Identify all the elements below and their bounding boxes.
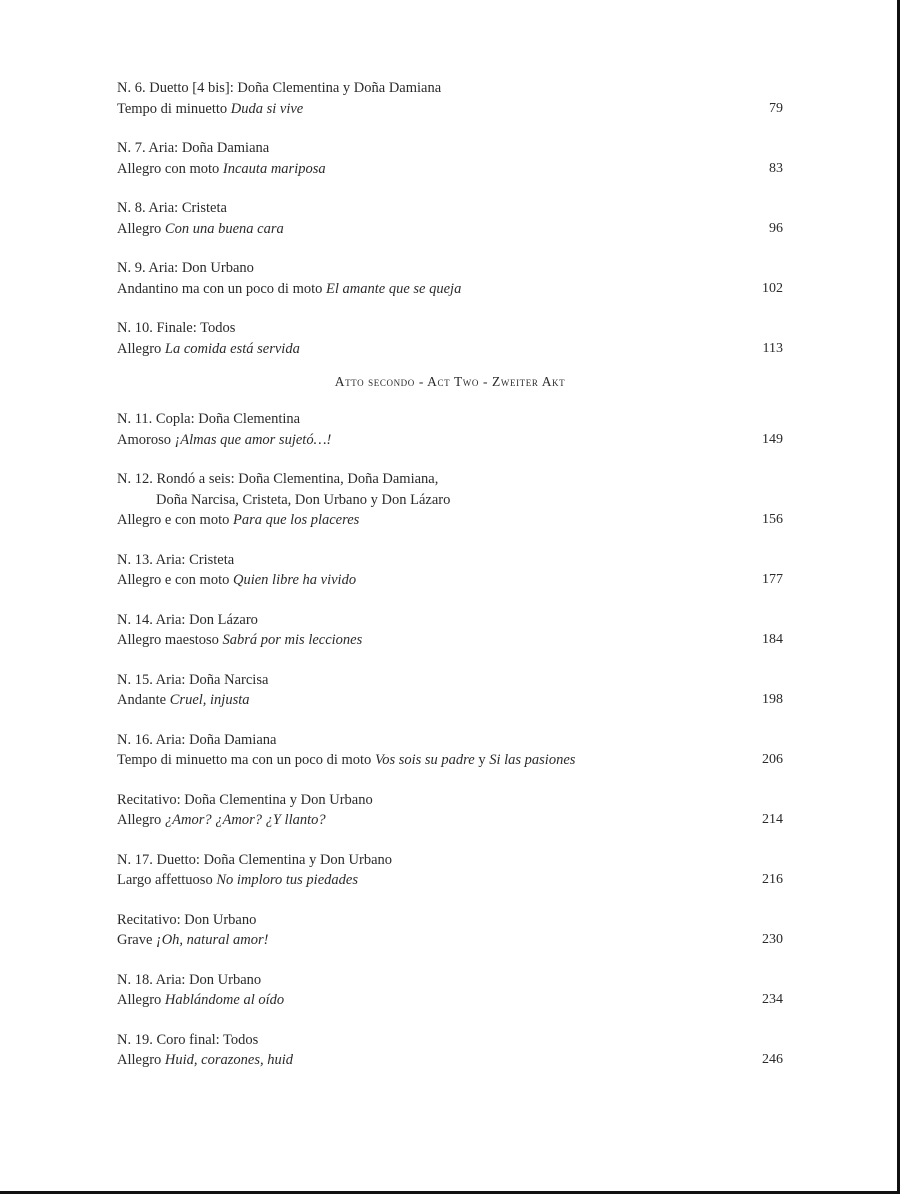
entry-title: N. 18. Aria: Don Urbano <box>117 971 262 988</box>
entry-title: N. 16. Aria: Doña Damiana <box>117 731 277 748</box>
toc-entry-n16 <box>117 730 783 771</box>
entry-page-number: 214 <box>762 812 783 827</box>
entry-title: N. 12. Rondó a seis: Doña Clementina, Doña Damiana, <box>117 471 439 487</box>
toc-entry-recitativo-1 <box>117 790 783 831</box>
entry-title: N. 8. Aria: Cristeta <box>117 200 227 216</box>
entry-page-number: 156 <box>762 512 783 527</box>
entry-incipit: Vos sois su padre <box>374 752 475 768</box>
entry-tempo: Allegro maestoso <box>117 632 219 648</box>
entry-title: N. 14. Aria: Don Lázaro <box>117 611 258 628</box>
act-two-heading-text: Atto secondo - Act Two - Zweiter Akt <box>334 374 566 389</box>
entry-page-number: 198 <box>762 692 783 707</box>
entry-incipit: Hablándome al oído <box>164 992 285 1008</box>
entry-title: N. 6. Duetto [4 bis]: Doña Clementina y Doña Damiana <box>117 80 442 96</box>
entry-incipit: Huid, corazones, huid <box>164 1052 294 1068</box>
entry-tempo: Allegro e con moto <box>117 512 230 528</box>
entry-joiner: y <box>478 752 486 768</box>
entry-incipit-second: Si las pasiones <box>489 752 576 768</box>
toc-entry-n19 <box>117 1030 783 1071</box>
entry-title: N. 19. Coro final: Todos <box>117 1031 259 1048</box>
entry-title: N. 17. Duetto: Doña Clementina y Don Urbano <box>117 851 393 868</box>
toc-entry-n8 <box>117 198 783 239</box>
table-of-contents <box>117 78 783 1090</box>
entry-title: Recitativo: Doña Clementina y Don Urbano <box>117 791 373 808</box>
entry-subtitle <box>117 510 783 531</box>
entry-subtitle <box>117 339 783 360</box>
entry-page-number: 234 <box>762 992 783 1007</box>
entry-incipit: Con una buena cara <box>164 220 284 237</box>
entry-title: N. 10. Finale: Todos <box>117 320 236 336</box>
entry-tempo: Allegro e con moto <box>117 572 230 588</box>
entry-subtitle <box>117 159 783 180</box>
entry-page-number: 96 <box>769 220 783 236</box>
toc-entry-n9 <box>117 258 783 299</box>
entry-incipit: El amante que se queja <box>326 280 462 297</box>
entry-subtitle <box>117 690 783 711</box>
entry-page-number: 83 <box>769 160 783 176</box>
entry-incipit: Sabrá por mis lecciones <box>222 632 363 648</box>
toc-entry-n15 <box>117 670 783 711</box>
entry-tempo: Tempo di minuetto <box>117 100 228 117</box>
toc-entry-n12 <box>117 469 783 531</box>
entry-page-number: 177 <box>762 572 783 587</box>
entry-tempo: Allegro <box>117 992 162 1008</box>
entry-incipit: Cruel, injusta <box>169 692 250 708</box>
entry-subtitle <box>117 930 783 951</box>
entry-incipit: Para que los placeres <box>232 512 360 528</box>
entry-incipit: La comida está servida <box>164 340 300 357</box>
act-two-heading <box>117 372 783 392</box>
entry-tempo: Tempo di minuetto ma con un poco di moto <box>117 752 372 768</box>
entry-tempo: Allegro <box>117 220 162 237</box>
entry-subtitle <box>117 990 783 1011</box>
entry-subtitle <box>117 1050 783 1071</box>
toc-entry-n6 <box>117 78 783 119</box>
entry-page-number: 246 <box>762 1052 783 1067</box>
entry-subtitle <box>117 630 783 651</box>
entry-tempo: Grave <box>117 932 153 948</box>
entry-page-number: 216 <box>762 872 783 887</box>
toc-entry-n13 <box>117 550 783 591</box>
toc-entry-recitativo-2 <box>117 910 783 951</box>
entry-page-number: 113 <box>762 340 783 356</box>
entry-title: N. 9. Aria: Don Urbano <box>117 260 254 276</box>
entry-page-number: 102 <box>762 280 783 296</box>
toc-entry-n11 <box>117 409 783 450</box>
toc-entry-n17 <box>117 850 783 891</box>
entry-subtitle <box>117 219 783 240</box>
entry-tempo: Allegro <box>117 1052 162 1068</box>
entry-tempo: Largo affettuoso <box>117 872 213 888</box>
entry-incipit: Quien libre ha vivido <box>232 572 357 588</box>
entry-subtitle <box>117 570 783 591</box>
entry-incipit: No imploro tus piedades <box>216 872 358 888</box>
entry-subtitle <box>117 430 783 451</box>
entry-incipit: ¡Almas que amor sujetó…! <box>174 431 332 448</box>
entry-subtitle <box>117 99 783 120</box>
entry-title: Recitativo: Don Urbano <box>117 911 257 928</box>
entry-subtitle <box>117 750 783 771</box>
entry-title: N. 13. Aria: Cristeta <box>117 551 235 568</box>
toc-entry-n7 <box>117 138 783 179</box>
entry-tempo: Andantino ma con un poco di moto <box>117 280 323 297</box>
entry-tempo: Allegro <box>117 340 162 357</box>
entry-page-number: 184 <box>762 632 783 647</box>
entry-incipit: Duda si vive <box>230 100 304 117</box>
entry-page-number: 79 <box>769 100 783 116</box>
entry-subtitle <box>117 810 783 831</box>
entry-tempo: Allegro con moto <box>117 160 220 177</box>
entry-title: N. 7. Aria: Doña Damiana <box>117 140 270 156</box>
entry-incipit: ¡Oh, natural amor! <box>156 932 269 948</box>
entry-incipit: Incauta mariposa <box>222 160 326 177</box>
entry-tempo: Allegro <box>117 812 162 828</box>
entry-tempo: Andante <box>117 692 167 708</box>
entry-page-number: 230 <box>762 932 783 947</box>
entry-page-number: 206 <box>762 752 783 767</box>
entry-tempo: Amoroso <box>117 431 171 448</box>
toc-entry-n10 <box>117 318 783 359</box>
entry-title-continuation: Doña Narcisa, Cristeta, Don Urbano y Don Lázaro <box>156 491 451 508</box>
entry-incipit: ¿Amor? ¿Amor? ¿Y llanto? <box>164 812 326 828</box>
entry-title: N. 11. Copla: Doña Clementina <box>117 411 301 427</box>
entry-subtitle <box>117 279 783 300</box>
toc-entry-n14 <box>117 610 783 651</box>
entry-page-number: 149 <box>762 431 783 447</box>
entry-title: N. 15. Aria: Doña Narcisa <box>117 671 269 688</box>
toc-entry-n18 <box>117 970 783 1011</box>
entry-subtitle <box>117 870 783 891</box>
